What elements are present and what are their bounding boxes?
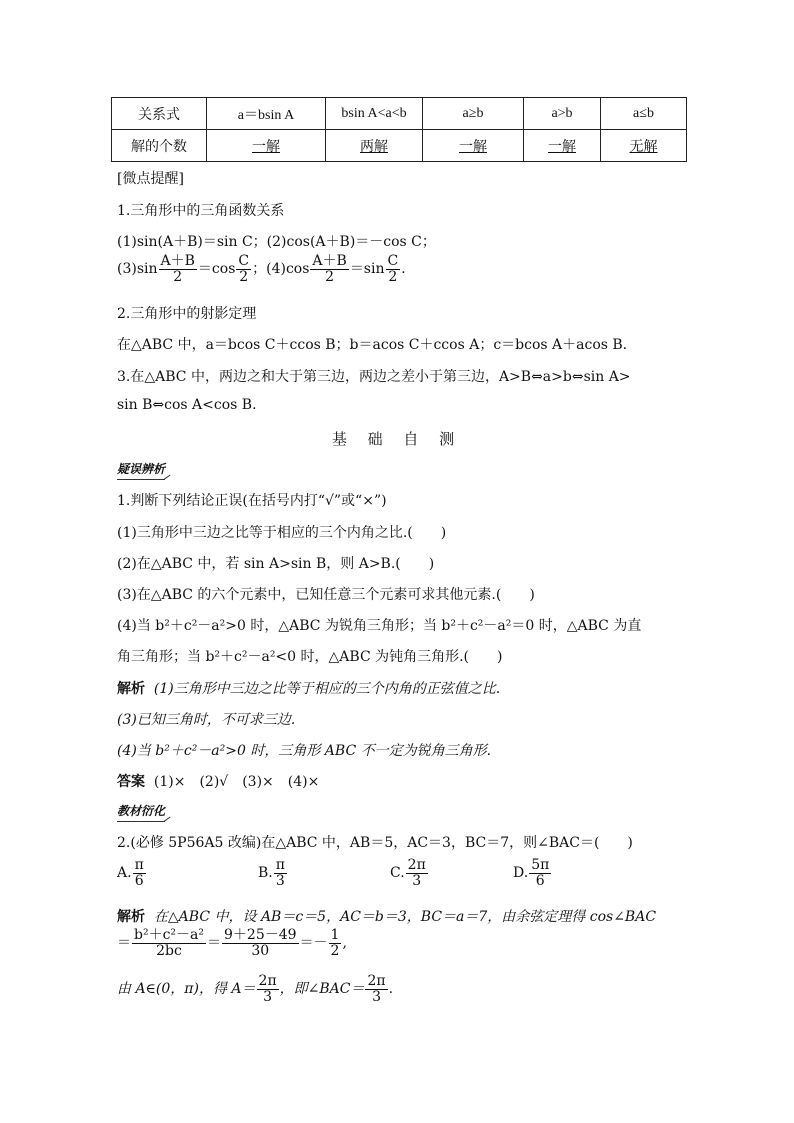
numerator: 2π xyxy=(258,973,277,989)
denominator: 2bc xyxy=(156,942,182,959)
explanation-label: 解析 xyxy=(117,681,145,697)
denominator: 3 xyxy=(412,872,422,889)
text: ；(4)cos xyxy=(252,261,310,278)
fraction xyxy=(529,858,551,888)
fraction xyxy=(310,254,348,284)
tip-1-line1: (1)sin(A＋B)＝sin C；(2)cos(A＋B)＝－cos C； xyxy=(117,234,436,250)
tip-2-line: 在△ABC 中，a＝bcos C＋ccos B；b＝acos C＋ccos A；c＝bcos A＋acos B. xyxy=(117,337,628,353)
question-1-item3: (3)在△ABC 的六个元素中，已知任意三个元素可求其他元素.( ) xyxy=(117,587,535,603)
question-1-answer xyxy=(117,771,319,791)
table-cell: a＝bsin A xyxy=(207,98,326,130)
numerator: 1 xyxy=(330,927,340,943)
text: 由 A∈(0，π)，得 A＝ xyxy=(117,981,256,998)
fraction xyxy=(132,928,206,958)
fraction xyxy=(274,858,287,888)
denominator: 2 xyxy=(325,268,335,285)
table-cell xyxy=(601,130,687,162)
question-1-item2: (2)在△ABC 中，若 sin A>sin B，则 A>B.( ) xyxy=(117,556,435,572)
numerator: π xyxy=(275,857,285,873)
question-2-equation xyxy=(117,928,347,958)
table-cell: bsin A<a<b xyxy=(326,98,423,130)
tip-3-line1: 3.在△ABC 中，两边之和大于第三边，两边之差小于第三边，A>B⇔a>b⇔sin A> xyxy=(117,369,631,385)
denominator: 2 xyxy=(330,942,340,959)
answer-blank: 一解 xyxy=(459,138,487,155)
numerator: A＋B xyxy=(160,253,195,269)
numerator: 2π xyxy=(407,857,426,873)
numerator: C xyxy=(387,253,399,269)
tip-3-line2: sin B⇔cos A<cos B. xyxy=(117,397,257,413)
text: ，即∠BAC＝ xyxy=(279,981,365,998)
table-cell xyxy=(326,130,423,162)
option-label: A. xyxy=(117,865,132,882)
fraction xyxy=(159,254,197,284)
question-2-explanation1 xyxy=(117,906,656,926)
table-cell: a>b xyxy=(524,98,601,130)
fraction xyxy=(386,254,401,284)
numerator: C xyxy=(238,253,250,269)
option-label: B. xyxy=(258,865,273,882)
question-2-title: 2.(必修 5P56A5 改编)在△ABC 中，AB＝5，AC＝3，BC＝7，则∠BAC＝( ) xyxy=(117,835,633,851)
denominator: 6 xyxy=(134,872,144,889)
explanation-label: 解析 xyxy=(117,909,145,925)
answer-blank: 无解 xyxy=(629,138,658,155)
question-1-explanation1 xyxy=(117,678,500,698)
denominator: 2 xyxy=(388,268,398,285)
numerator: A＋B xyxy=(312,253,347,269)
table-row xyxy=(112,98,687,130)
numerator: 5π xyxy=(531,857,550,873)
table-row xyxy=(112,130,687,162)
fraction xyxy=(329,928,342,958)
question-1-item1: (1)三角形中三边之比等于相应的三个内角之比.( ) xyxy=(117,525,447,541)
denominator: 2 xyxy=(173,268,183,285)
denominator: 30 xyxy=(251,942,270,959)
question-1-title: 1.判断下列结论正误(在括号内打“√”或“×”) xyxy=(117,493,387,509)
table-cell xyxy=(524,130,601,162)
tip-heading: [微点提醒] xyxy=(117,171,184,187)
question-1-item4-line2: 角三角形；当 b²＋c²－a²<0 时，△ABC 为钝角三角形.( ) xyxy=(117,649,503,665)
answer-text: (1)× (2)√ (3)× (4)× xyxy=(153,774,320,790)
answer-blank: 两解 xyxy=(360,138,388,155)
numerator: 9＋25－49 xyxy=(224,927,297,943)
option-d xyxy=(513,858,552,888)
text: (3)sin xyxy=(117,261,158,278)
text: ＝ xyxy=(117,935,131,952)
fraction xyxy=(222,928,299,958)
option-label: C. xyxy=(390,865,405,882)
text: ＝－ xyxy=(299,935,328,952)
answer-label: 答案 xyxy=(117,774,145,790)
numerator: 2π xyxy=(367,973,386,989)
question-1-explanation3: (4)当 b²＋c²－a²>0 时，三角形 ABC 不一定为锐角三角形. xyxy=(117,743,492,759)
option-b xyxy=(258,858,288,888)
question-2-conclusion xyxy=(117,974,393,1004)
table-cell: 解的个数 xyxy=(112,130,207,162)
text: . xyxy=(401,261,406,278)
tip-1-line2 xyxy=(117,254,406,284)
answer-blank: 一解 xyxy=(548,138,576,155)
text: , xyxy=(342,935,347,952)
explanation-text: 在△ABC 中，设 AB＝c＝5，AC＝b＝3，BC＝a＝7，由余弦定理得 cos∠BAC xyxy=(153,909,657,925)
text: ＝sin xyxy=(349,261,385,278)
text: . xyxy=(388,981,394,998)
table-cell: 关系式 xyxy=(112,98,207,130)
solution-count-table xyxy=(111,97,687,162)
denominator: 2 xyxy=(239,268,249,285)
fraction xyxy=(257,974,279,1004)
numerator: π xyxy=(134,857,144,873)
fraction xyxy=(133,858,146,888)
question-1-explanation2: (3)已知三角时，不可求三边. xyxy=(117,712,296,728)
option-label: D. xyxy=(513,865,529,882)
question-1-item4-line1: (4)当 b²＋c²－a²>0 时，△ABC 为锐角三角形；当 b²＋c²－a²＝0 时，△ABC 为直 xyxy=(117,618,642,634)
option-c xyxy=(390,858,429,888)
section-title: 基 础 自 测 xyxy=(331,430,463,448)
numerator: b²＋c²－a² xyxy=(134,927,204,943)
table-cell: a≥b xyxy=(423,98,524,130)
tag-textbook-variant: 教材衍化 xyxy=(117,802,165,822)
text: ＝ xyxy=(207,935,221,952)
denominator: 3 xyxy=(263,988,273,1005)
answer-blank: 一解 xyxy=(252,138,280,155)
fraction xyxy=(236,254,251,284)
option-a xyxy=(117,858,147,888)
denominator: 3 xyxy=(275,872,285,889)
tag-error-analysis: 疑误辨析 xyxy=(117,460,165,480)
text: ＝cos xyxy=(197,261,236,278)
tip-2-title: 2.三角形中的射影定理 xyxy=(117,306,257,322)
table-cell xyxy=(207,130,326,162)
table-cell xyxy=(423,130,524,162)
denominator: 3 xyxy=(372,988,381,1005)
denominator: 6 xyxy=(535,872,545,889)
fraction xyxy=(365,974,387,1004)
tip-1-title: 1.三角形中的三角函数关系 xyxy=(117,203,285,219)
table-cell: a≤b xyxy=(601,98,687,130)
explanation-text: (1)三角形中三边之比等于相应的三个内角的正弦值之比. xyxy=(153,681,501,697)
fraction xyxy=(406,858,428,888)
